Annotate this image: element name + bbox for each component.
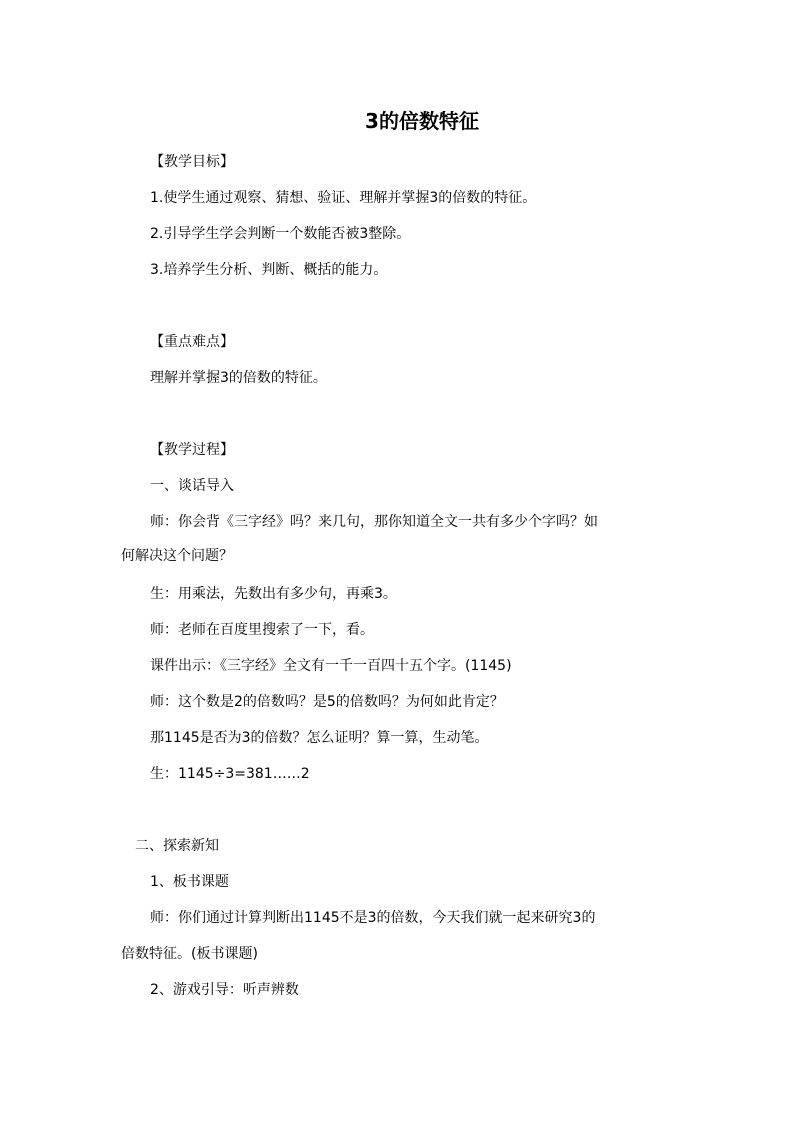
objective-item: 1.使学生通过观察、猜想、验证、理解并掌握3的倍数的特征。 bbox=[150, 190, 537, 206]
objective-item: 2.引导学生学会判断一个数能否被3整除。 bbox=[150, 226, 411, 242]
part1-heading: 一、谈话导入 bbox=[150, 478, 234, 494]
paragraph-line: 生：1145÷3=381……2 bbox=[150, 766, 310, 782]
key-points-text: 理解并掌握3的倍数的特征。 bbox=[150, 370, 327, 386]
paragraph-line: 师：老师在百度里搜索了一下，看。 bbox=[150, 622, 374, 638]
paragraph-line: 师：这个数是2的倍数吗？是5的倍数吗？为何如此肯定？ bbox=[150, 694, 504, 710]
objective-item: 3.培养学生分析、判断、概括的能力。 bbox=[150, 262, 388, 278]
paragraph-line: 课件出示：《三字经》全文有一千一百四十五个字。(1145) bbox=[150, 658, 512, 674]
process-heading: 【教学过程】 bbox=[150, 442, 234, 458]
paragraph-line: 2、游戏引导：听声辨数 bbox=[150, 982, 299, 998]
paragraph-line: 何解决这个问题？ bbox=[121, 548, 233, 564]
paragraph-line: 师：你会背《三字经》吗？来几句，那你知道全文一共有多少个字吗？如 bbox=[150, 514, 598, 530]
document-title: 3的倍数特征 bbox=[365, 109, 479, 133]
part2-heading: 二、探索新知 bbox=[135, 838, 219, 854]
paragraph-line: 1、板书课题 bbox=[150, 874, 229, 890]
paragraph-line: 那1145是否为3的倍数？怎么证明？算一算，生动笔。 bbox=[150, 730, 489, 746]
paragraph-line: 生：用乘法，先数出有多少句，再乘3。 bbox=[150, 586, 397, 602]
key-points-heading: 【重点难点】 bbox=[150, 334, 234, 350]
paragraph-line: 倍数特征。(板书课题) bbox=[121, 946, 258, 962]
paragraph-line: 师：你们通过计算判断出1145不是3的倍数，今天我们就一起来研究3的 bbox=[150, 910, 596, 926]
objectives-heading: 【教学目标】 bbox=[150, 154, 234, 170]
